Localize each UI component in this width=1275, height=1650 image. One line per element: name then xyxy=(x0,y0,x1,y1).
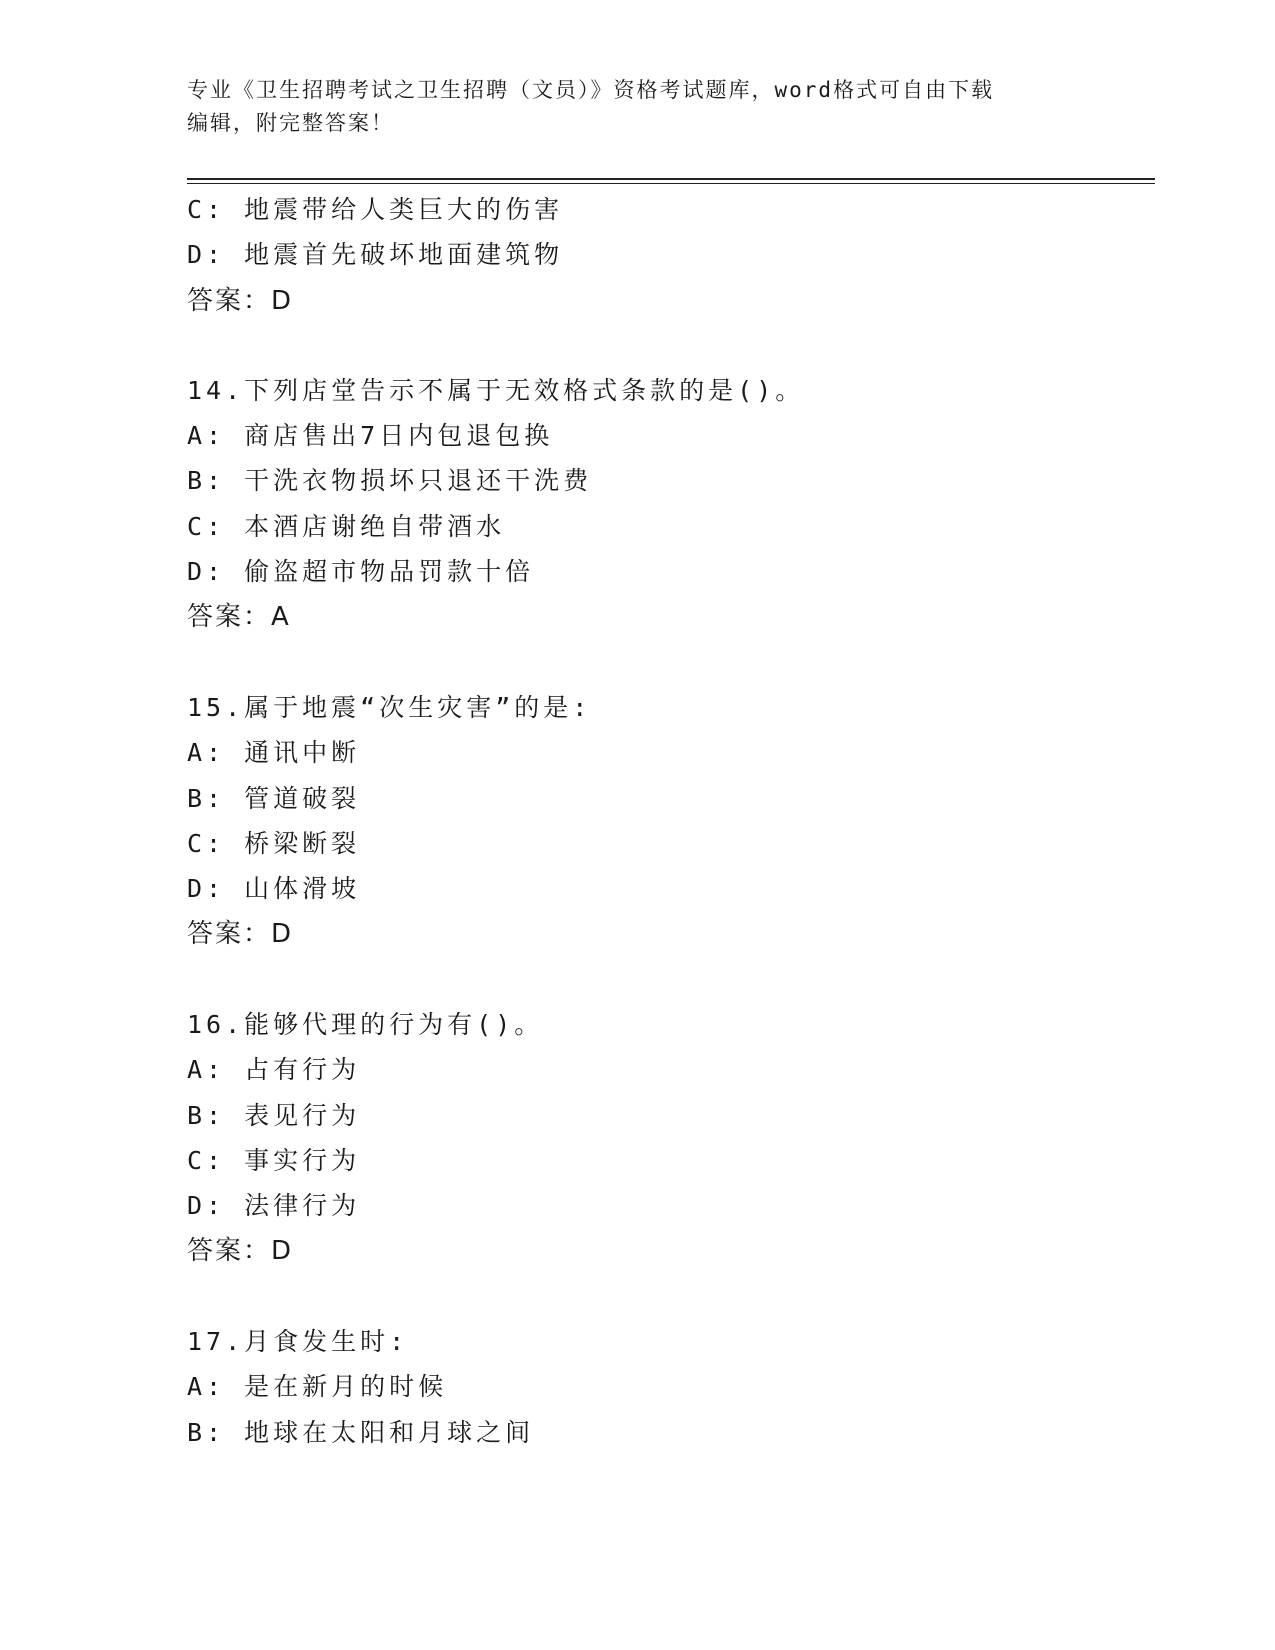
q17-option-b: B: 地球在太阳和月球之间 xyxy=(187,1418,535,1447)
q16-answer: 答案：D xyxy=(187,1236,294,1266)
q16-option-b: B: 表见行为 xyxy=(187,1101,361,1130)
q15-option-c: C: 桥梁断裂 xyxy=(187,829,361,858)
document-header xyxy=(187,74,1087,140)
header-divider-thin xyxy=(187,183,1155,184)
q15-option-b: B: 管道破裂 xyxy=(187,784,361,813)
prev-option-d: D: 地震首先破坏地面建筑物 xyxy=(187,240,564,269)
q16-option-a: A: 占有行为 xyxy=(187,1055,361,1084)
prev-option-c: C: 地震带给人类巨大的伤害 xyxy=(187,195,564,224)
q14-answer: 答案：A xyxy=(187,602,291,632)
question-14: 14.下列店堂告示不属于无效格式条款的是()。 xyxy=(187,376,805,405)
header-divider xyxy=(187,178,1155,180)
prev-answer: 答案：D xyxy=(187,286,294,316)
q15-answer: 答案：D xyxy=(187,919,294,949)
question-15: 15.属于地震“次生灾害”的是: xyxy=(187,693,592,722)
q15-option-d: D: 山体滑坡 xyxy=(187,874,361,903)
q14-option-c: C: 本酒店谢绝自带酒水 xyxy=(187,512,506,541)
q15-option-a: A: 通讯中断 xyxy=(187,738,361,767)
q14-option-a: A: 商店售出7日内包退包换 xyxy=(187,421,554,450)
q14-option-d: D: 偷盗超市物品罚款十倍 xyxy=(187,557,535,586)
q14-option-b: B: 干洗衣物损坏只退还干洗费 xyxy=(187,466,593,495)
q16-option-d: D: 法律行为 xyxy=(187,1191,361,1220)
question-17: 17.月食发生时: xyxy=(187,1327,409,1356)
question-16: 16.能够代理的行为有()。 xyxy=(187,1010,544,1039)
header-line-1: 专业《卫生招聘考试之卫生招聘（文员）》资格考试题库，word格式可自由下载 xyxy=(187,78,995,102)
q17-option-a: A: 是在新月的时候 xyxy=(187,1372,448,1401)
q16-option-c: C: 事实行为 xyxy=(187,1146,361,1175)
header-line-2: 编辑，附完整答案！ xyxy=(187,111,394,135)
